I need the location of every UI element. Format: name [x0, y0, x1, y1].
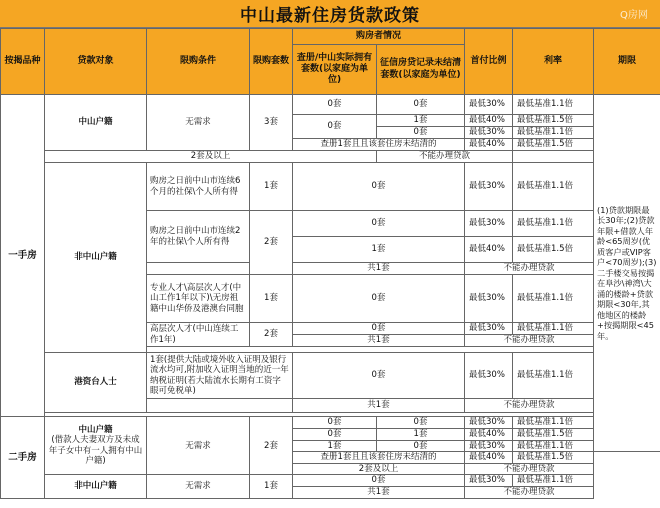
down-cell: 最低40% [465, 452, 513, 464]
header-period: 期限 [594, 29, 660, 95]
rate-cell: 最低基准1.1倍 [513, 353, 594, 399]
down-cell: 最低30% [465, 127, 513, 139]
down-cell: 最低40% [465, 139, 513, 151]
owned-cell: 2套及以上 [45, 151, 377, 163]
down-cell: 最低30% [465, 275, 513, 323]
restriction-none: 无需求 [147, 95, 250, 151]
restriction-hk-tw: 1套(提供大陆或境外收入证明及银行流水均可,附加收入证明当地的近一年纳税证明(若大陆流水长期有工资字眼可免税单) [147, 353, 293, 399]
not-allowed-cell: 不能办理贷款 [377, 151, 513, 163]
down-cell: 最低30% [465, 353, 513, 399]
not-allowed-cell: 不能办理贷款 [465, 463, 594, 475]
rate-cell: 最低基准1.1倍 [513, 275, 594, 323]
limit-two: 2套 [250, 211, 293, 275]
owned-cell: 1套 [293, 237, 465, 263]
restriction-talent-high: 高层次人才(中山连续工作1年) [147, 323, 250, 347]
target-non-zs-huji: 非中山户籍 [45, 163, 147, 353]
total-one-cell: 共1套 [293, 335, 465, 347]
restriction-none: 无需求 [147, 475, 250, 498]
record-cell: 0套 [377, 127, 465, 139]
header-restriction: 限购条件 [147, 29, 250, 95]
target-hk-tw: 港资台人士 [45, 353, 147, 413]
rate-cell: 最低基准1.1倍 [513, 163, 594, 211]
not-allowed-cell: 不能办理贷款 [465, 335, 594, 347]
rate-cell: 最低基准1.1倍 [513, 440, 594, 452]
rate-cell: 最低基准1.5倍 [513, 115, 594, 127]
category-first-hand: 一手房 [1, 95, 45, 417]
owned-note-cell: 查册1套且且该套住房未结清的 [293, 452, 465, 464]
record-cell: 0套 [377, 417, 465, 429]
rate-cell: 最低基准1.5倍 [513, 452, 594, 464]
rate-cell: 最低基准1.5倍 [513, 428, 594, 440]
rate-cell: 最低基准1.5倍 [513, 139, 594, 151]
period-cell: (1)贷款期限最长30年;(2)贷款年限+借款人年龄<65周岁(优质客户或VIP客户<70周岁);(3)二手楼交易按揭在阜沙\神湾\大涌的楼龄+贷款期限<30年,其他地区的楼龄+按揭期限<45年。 [594, 95, 660, 452]
limit-two: 2套 [250, 417, 293, 475]
owned-cell: 0套 [293, 275, 465, 323]
owned-cell: 0套 [293, 353, 465, 399]
limit-one: 1套 [250, 275, 293, 323]
record-cell: 1套 [377, 428, 465, 440]
total-one-cell: 共1套 [293, 487, 465, 499]
limit-one: 1套 [250, 475, 293, 498]
target-zs-huji-label: 中山户籍 [78, 424, 113, 435]
category-second-hand: 二手房 [1, 417, 45, 498]
loan-policy-table [0, 28, 660, 499]
rate-cell: 最低基准1.1倍 [513, 211, 594, 237]
down-cell: 最低40% [465, 237, 513, 263]
header-buyer-status: 购房者情况 [293, 29, 465, 45]
restriction-social-2y: 购房之日前中山市连续2年的社保\个人所有得 [147, 211, 250, 263]
header-record: 征信房贷记录未结清套数(以家庭为单位) [377, 45, 465, 95]
down-cell: 最低30% [465, 417, 513, 429]
restriction-none: 无需求 [147, 417, 250, 475]
header-limit: 限购套数 [250, 29, 293, 95]
target-zs-huji-family [45, 417, 147, 475]
not-allowed-cell: 不能办理贷款 [465, 487, 594, 499]
owned-cell: 0套 [293, 417, 377, 429]
total-one-cell: 共1套 [293, 399, 465, 413]
rate-cell: 最低基准1.1倍 [513, 323, 594, 335]
watermark-logo: Q房网 [620, 10, 648, 21]
down-cell: 最低30% [465, 95, 513, 115]
header-down-payment: 首付比例 [465, 29, 513, 95]
owned-cell: 0套 [293, 475, 465, 487]
header-owned: 查册/中山实际拥有套数(以家庭为单位) [293, 45, 377, 95]
record-cell: 0套 [377, 440, 465, 452]
header-category: 按揭品种 [1, 29, 45, 95]
owned-cell: 2套及以上 [293, 463, 465, 475]
down-cell: 最低40% [465, 428, 513, 440]
limit-one: 1套 [250, 163, 293, 211]
header-rate: 利率 [513, 29, 594, 95]
down-cell: 最低30% [465, 440, 513, 452]
rate-cell: 最低基准1.1倍 [513, 475, 594, 487]
down-cell: 最低40% [465, 115, 513, 127]
owned-cell: 1套 [293, 440, 377, 452]
rate-cell: 最低基准1.1倍 [513, 417, 594, 429]
target-zs-huji-note: (借款人夫妻双方及未成年子女中有一人拥有中山户籍) [48, 435, 143, 467]
owned-note-cell: 查册1套且且该套住房未结清的 [293, 139, 465, 151]
rate-cell: 最低基准1.1倍 [513, 95, 594, 115]
owned-cell: 0套 [293, 428, 377, 440]
down-cell: 最低30% [465, 211, 513, 237]
page-title: 中山最新住房货款政策 [0, 0, 660, 28]
record-cell: 1套 [377, 115, 465, 127]
owned-cell: 0套 [293, 323, 465, 335]
owned-cell: 0套 [293, 163, 465, 211]
owned-cell: 0套 [293, 211, 465, 237]
limit-two: 2套 [250, 323, 293, 347]
down-cell: 最低30% [465, 323, 513, 335]
record-cell: 0套 [377, 95, 465, 115]
rate-cell: 最低基准1.1倍 [513, 127, 594, 139]
not-allowed-cell: 不能办理贷款 [465, 263, 594, 275]
header-target: 贷款对象 [45, 29, 147, 95]
not-allowed-cell: 不能办理贷款 [465, 399, 594, 413]
total-one-cell: 共1套 [293, 263, 465, 275]
owned-cell: 0套 [293, 115, 377, 139]
limit-three: 3套 [250, 95, 293, 151]
down-cell: 最低30% [465, 163, 513, 211]
restriction-social-6m: 购房之日前中山市连续6个月的社保\个人所有得 [147, 163, 250, 211]
rate-cell: 最低基准1.5倍 [513, 237, 594, 263]
target-non-zs-huji: 非中山户籍 [45, 475, 147, 498]
restriction-talent: 专业人才\高层次人才(中山工作1年以下)\无房祖籍中山华侨及港澳台同胞 [147, 275, 250, 323]
down-cell: 最低30% [465, 475, 513, 487]
owned-cell: 0套 [293, 95, 377, 115]
target-zs-huji: 中山户籍 [45, 95, 147, 151]
